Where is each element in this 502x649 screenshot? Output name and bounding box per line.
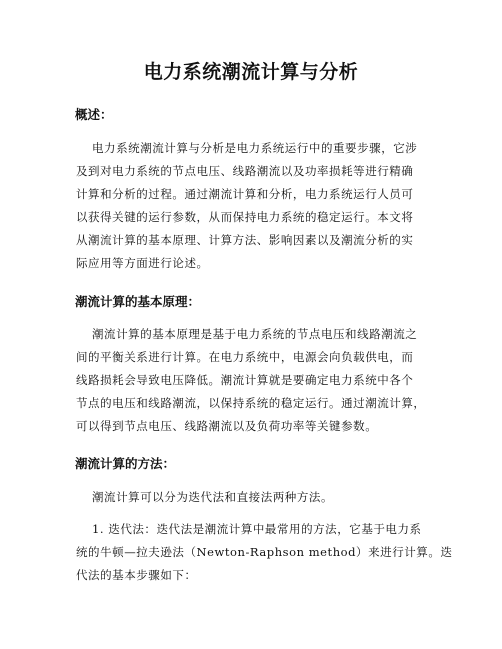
paragraph-line: 节点的电压和线路潮流，以保持系统的稳定运行。通过潮流计算，	[76, 396, 426, 410]
paragraph-line: 计算和分析的过程。通过潮流计算和分析，电力系统运行人员可	[76, 187, 414, 201]
paragraph-line: 潮流计算的基本原理是基于电力系统的节点电压和线路潮流之	[92, 327, 418, 341]
paragraph-line: 线路损耗会导致电压降低。潮流计算就是要确定电力系统中各个	[76, 373, 414, 387]
paragraph-line: 从潮流计算的基本原理、计算方法、影响因素以及潮流分析的实	[76, 233, 414, 247]
paragraph-line: 间的平衡关系进行计算。在电力系统中，电源会向负载供电，而	[76, 350, 414, 364]
list-item-line: 代法的基本步骤如下：	[76, 568, 197, 582]
paragraph-line: 以获得关键的运行参数，从而保持电力系统的稳定运行。本文将	[76, 210, 414, 224]
paragraph-line: 际应用等方面进行论述。	[76, 256, 209, 270]
paragraph-line: 潮流计算可以分为迭代法和直接法两种方法。	[92, 490, 333, 504]
paragraph-line: 电力系统潮流计算与分析是电力系统运行中的重要步骤，它涉	[92, 141, 418, 155]
paragraph-line: 及到对电力系统的节点电压、线路潮流以及功率损耗等进行精确	[76, 164, 414, 178]
section-heading-overview: 概述：	[75, 107, 113, 122]
list-item-line: 统的牛顿—拉夫逊法（Newton-Raphson method）来进行计算。迭	[76, 545, 453, 559]
paragraph-line: 可以得到节点电压、线路潮流以及负荷功率等关键参数。	[76, 419, 378, 433]
list-item-line: 1. 迭代法：迭代法是潮流计算中最常用的方法，它基于电力系	[92, 522, 422, 536]
document-title: 电力系统潮流计算与分析	[143, 61, 359, 83]
section-heading-methods: 潮流计算的方法：	[75, 456, 176, 471]
section-heading-principle: 潮流计算的基本原理：	[75, 294, 201, 309]
